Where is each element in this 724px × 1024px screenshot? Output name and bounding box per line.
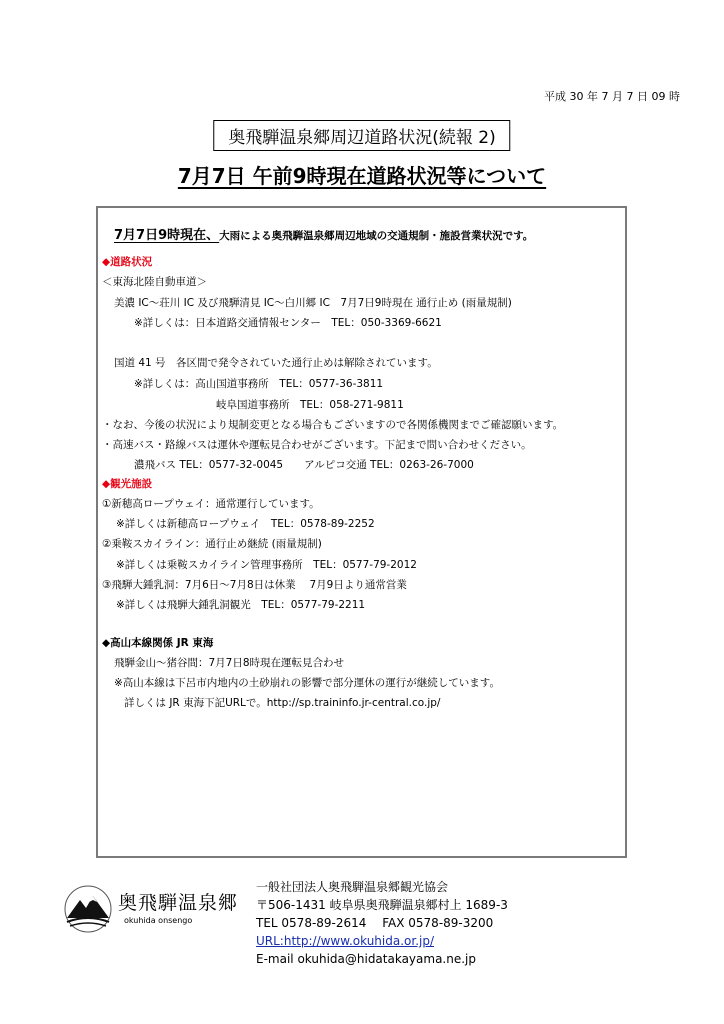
org-name: 一般社団法人奥飛騨温泉郷観光協会 <box>256 880 449 894</box>
rail-status: 飛騨金山～猪谷間：7月7日8時現在運転見合わせ <box>114 657 345 669</box>
org-email: E-mail okuhida@hidatakayama.ne.jp <box>256 952 477 966</box>
logo-subtext: okuhida onsengo <box>124 916 193 925</box>
document-title: 奥飛騨温泉郷周辺道路状況(続報 2) <box>213 120 510 151</box>
okuhida-logo <box>62 884 242 934</box>
tourism-ropeway-contact: ※詳しくは新穂高ロープウェイ TEL：0578-89-2252 <box>116 518 375 530</box>
tourism-item-skyline: ②乗鞍スカイライン：通行止め継続 (雨量規制) <box>102 538 322 550</box>
logo-text: 奥飛騨温泉郷 <box>118 892 239 914</box>
expressway-contact: ※詳しくは：日本道路交通情報センター TEL：050-3369-6621 <box>134 317 442 329</box>
route41-status: 国道 41 号 各区間で発令されていた通行止めは解除されています。 <box>114 357 438 369</box>
rail-note: ※高山本線は下呂市内地内の土砂崩れの影響で部分運休の運行が継続しています。 <box>114 677 500 689</box>
tourism-skyline-contact: ※詳しくは乗鞍スカイライン管理事務所 TEL：0577-79-2012 <box>116 559 417 571</box>
mountain-logo-icon <box>62 884 114 934</box>
org-tel-fax: TEL 0578-89-2614 FAX 0578-89-3200 <box>256 916 494 930</box>
expressway-name: ＜東海北陸自動車道＞ <box>102 276 207 288</box>
road-note-2: ・高速バス・路線バスは運休や運転見合わせがございます。下記まで問い合わせください。 <box>102 439 532 451</box>
intro-rest: 大雨による奥飛騨温泉郷周辺地域の交通規制・施設営業状況です。 <box>219 230 534 242</box>
route41-contact-takayama: ※詳しくは：高山国道事務所 TEL：0577-36-3811 <box>134 378 384 390</box>
road-note-1: ・なお、今後の状況により規制変更となる場合もございますので各関係機関までご確認願います。 <box>102 419 564 431</box>
road-heading: ◆道路状況 <box>102 256 153 268</box>
org-url-link[interactable]: URL:http://www.okuhida.or.jp/ <box>256 934 435 948</box>
tourism-cave-contact: ※詳しくは飛騨大鍾乳洞観光 TEL：0577-79-2211 <box>116 599 366 611</box>
status-box <box>96 206 627 858</box>
route41-contact-gifu: 岐阜国道事務所 TEL：058-271-9811 <box>216 399 404 411</box>
intro-line <box>114 224 533 243</box>
intro-lead: 7月7日9時現在、 <box>114 228 220 243</box>
document-date: 平成 30 年 7 月 7 日 09 時 <box>544 90 680 103</box>
bus-contact: 濃飛バス TEL：0577-32-0045 アルピコ交通 TEL：0263-26-7000 <box>134 459 474 471</box>
rail-contact: 詳しくは JR 東海下記URLで。http://sp.traininfo.jr-central.co.jp/ <box>124 697 441 709</box>
tourism-item-ropeway: ①新穂高ロープウェイ：通常運行しています。 <box>102 498 320 510</box>
org-address: 〒506-1431 岐阜県奥飛騨温泉郷村上 1689-3 <box>256 898 508 912</box>
tourism-heading: ◆観光施設 <box>102 478 153 490</box>
contact-footer <box>256 878 508 968</box>
rail-heading: ◆高山本線関係 JR 東海 <box>102 637 214 649</box>
document-subtitle: 7月7日 午前9時現在道路状況等について <box>177 164 547 188</box>
tourism-item-cave: ③飛騨大鍾乳洞：7月6日～7月8日は休業 7月9日より通常営業 <box>102 579 407 591</box>
expressway-status: 美濃 IC～荘川 IC 及び飛騨清見 IC～白川郷 IC 7月7日9時現在 通行止め (雨量規制) <box>114 297 512 309</box>
